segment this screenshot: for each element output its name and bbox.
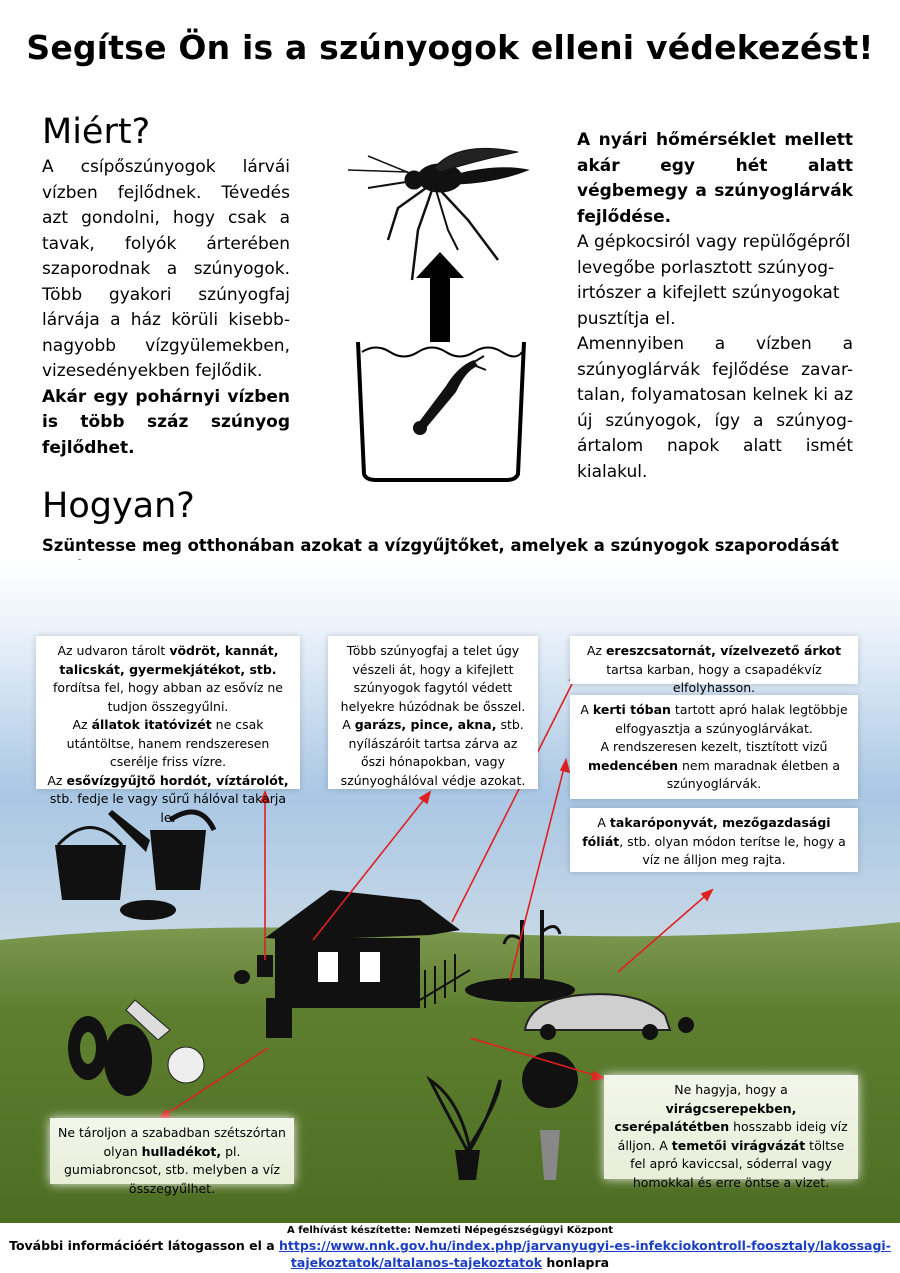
- why-right-text: [577, 128, 853, 485]
- tip-text: pl. gumiabroncsot, stb. melyben a víz összegyűlhet.: [63, 1143, 281, 1196]
- tip-text: Az: [47, 772, 67, 788]
- tip-text: stb. fedje le vagy sűrű hálóval takarja le.: [49, 791, 287, 825]
- tip-text: Ne tároljon a szabadban szétszórtan olyan: [58, 1125, 286, 1159]
- why-right-paragraph-2: Amennyiben a vízben a szúnyoglárvák fejlődése zavar-talan, folyamatosan kelnek ki az új szúnyogok, így a szúnyog-ártalom napok alatt ismét kialakul.: [577, 334, 853, 482]
- why-left-paragraph: A csípőszúnyogok lárvái vízben fejlődnek. Tévedés azt gondolni, hogy csak a tavak, folyók árterében szaporodnak a szúnyogok. Több gyakori szúnyogfaj lárvája a ház körüli kisebb-nagyobb vízgyülemekben, vizesedényekben fejlődik.: [42, 157, 290, 381]
- jar-icon: [168, 1047, 204, 1083]
- tip-text: töltse fel apró kaviccsal, sóderral vagy homokkal és erre öntse a vizet.: [630, 1137, 845, 1190]
- tip-bold-text: állatok itatóvizét: [91, 717, 212, 732]
- tip-text: ne csak utántöltse, hanem rendszeresen cserélje friss vízre.: [66, 717, 270, 769]
- tip-gutter-box: [570, 636, 858, 695]
- tip-bold-text: takaróponyvát, mezőgazdasági fóliát: [582, 815, 831, 849]
- page-title: Segítse Ön is a szúnyogok elleni védekezést!: [26, 28, 874, 67]
- tip-text: , stb. olyan módon terítse le, hogy a víz ne álljon meg rajta.: [619, 833, 846, 867]
- tip-text: stb. nyílászáróit tartsa zárva az őszi hónapokban, vagy szúnyoghálóval védje azokat.: [340, 717, 526, 788]
- footer: [0, 1224, 900, 1271]
- tip-text: nem maradnak életben a szúnyoglárvák.: [666, 757, 841, 791]
- how-heading: Hogyan?: [42, 486, 195, 526]
- footer-text: További információért látogasson el a: [9, 1238, 280, 1253]
- tip-text: A: [580, 702, 593, 717]
- tip-text: hosszabb ideig víz álljon. A: [617, 1119, 848, 1153]
- tip-bold-text: esővízgyűjtő hordót, víztárolót,: [66, 772, 289, 788]
- tip-text: A rendszeresen kezelt, tisztított vizű: [600, 739, 828, 754]
- tip-bold-text: temetői virágvázát: [671, 1137, 806, 1153]
- glass-of-water-icon: [358, 342, 524, 480]
- waste-bin-icon: [266, 998, 292, 1038]
- tip-text: fordítsa fel, hogy abban az esővíz ne tudjon összegyűlni.: [53, 680, 283, 714]
- tip-pots-box: [604, 1075, 858, 1190]
- why-heading: Miért?: [42, 112, 151, 152]
- tip-yard-box: [36, 636, 300, 825]
- how-lead-bold: Szüntesse meg otthonában azokat a vízgyűjtőket, amelyek a szúnyogok szaporodását: [42, 536, 839, 555]
- tip-text: Az: [72, 717, 92, 732]
- why-right-paragraph-1: A gépkocsiról vagy repülőgépről levegőbe porlasztott szúnyog-irtószer a kifejlett szúnyogokat pusztítja el.: [577, 232, 851, 329]
- tip-text: Az: [586, 643, 606, 658]
- tip-winter-box: [328, 636, 538, 789]
- tip-bold-text: garázs, pince, akna,: [354, 717, 497, 732]
- tip-text: A: [597, 815, 610, 830]
- mosquito-larva-illustration: [328, 130, 558, 490]
- footer-text: honlapra: [542, 1255, 610, 1270]
- why-left-bold-paragraph: Akár egy pohárnyi vízben is több száz szúnyog fejlődhet.: [42, 386, 290, 458]
- tip-waste-box: [50, 1118, 294, 1196]
- small-tire-icon: [678, 1017, 694, 1033]
- why-left-text: [42, 155, 290, 461]
- tip-bold-text: vödröt, kannát, talicskát, gyermekjátékot, stb.: [59, 643, 279, 677]
- larva-icon: [413, 356, 486, 435]
- tip-text: Az udvaron tárolt: [57, 643, 170, 658]
- tip-bold-text: virágcserepekben, cserépalátétben: [614, 1100, 797, 1134]
- tip-text: Ne hagyja, hogy a: [674, 1082, 788, 1097]
- tip-bold-text: kerti tóban: [592, 702, 671, 717]
- tip-tarp-box: [570, 808, 858, 872]
- tip-bold-text: medencében: [587, 757, 678, 773]
- tip-bold-text: ereszcsatornát, vízelvezető árkot: [605, 643, 842, 658]
- footer-more-info: [0, 1237, 900, 1271]
- tip-text: Több szúnyogfaj a telet úgy vészeli át, hogy a kifejlett szúnyogok fagytól védett helyekre húzódnak be ősszel. A: [340, 643, 526, 732]
- footer-credit: A felhívást készítette: Nemzeti Népegészségügyi Központ: [286, 1225, 613, 1236]
- kettle-icon: [234, 970, 250, 984]
- up-arrow-icon: [416, 252, 464, 342]
- garden-scene: [0, 560, 900, 1223]
- pet-bowl-icon: [120, 900, 176, 920]
- tip-bold-text: hulladékot,: [141, 1143, 222, 1159]
- tip-text: tartsa karban, hogy a csapadékvíz elfolyhasson.: [606, 661, 822, 695]
- tip-pond-box: [570, 695, 858, 799]
- why-right-bold-paragraph: A nyári hőmérséklet mellett akár egy hét alatt végbemegy a szúnyoglárvák fejlődése.: [577, 130, 853, 227]
- tip-text: tartott apró halak legtöbbje elfogyasztja a szúnyoglárvákat.: [615, 702, 848, 736]
- footer-link[interactable]: https://www.nnk.gov.hu/index.php/jarvanyugyi-es-infekciokontroll-foosztaly/lakossagi-tajekoztatok/altalanos-tajekoztatok: [279, 1238, 891, 1270]
